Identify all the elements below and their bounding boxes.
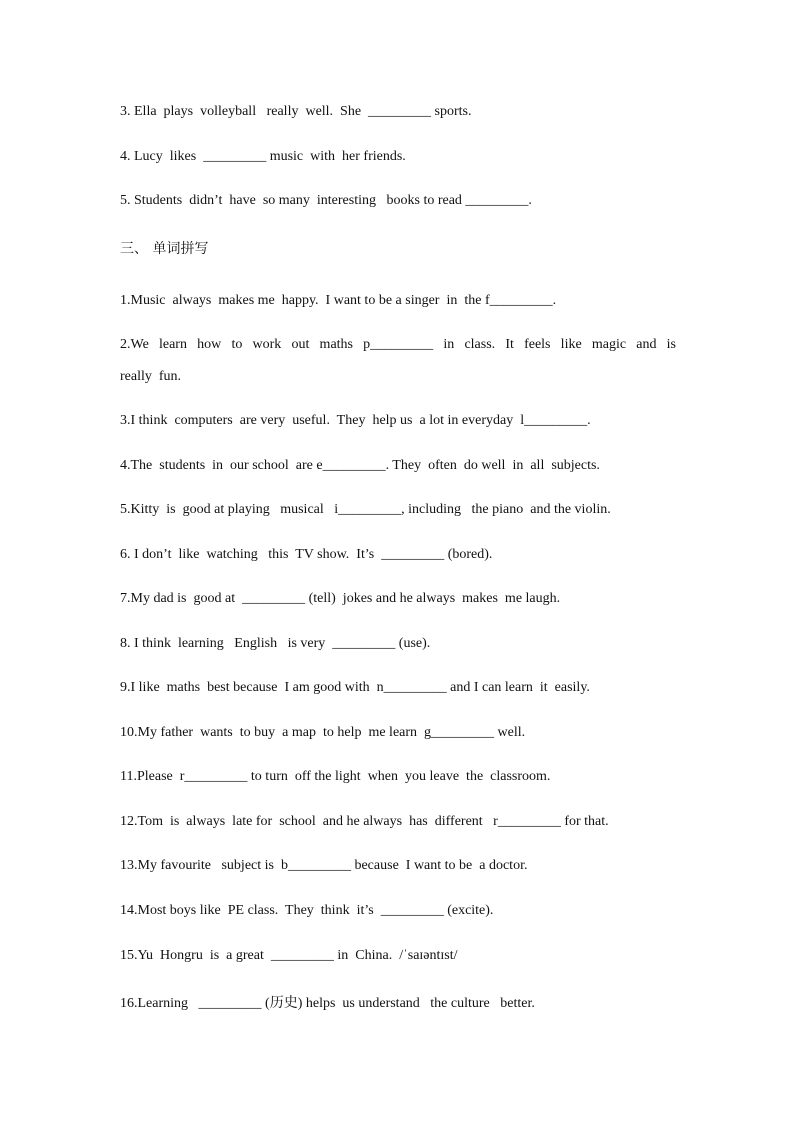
question-3: 3. Ella plays volleyball really well. She _________ sports. — [120, 104, 472, 119]
spelling-question-7: 7.My dad is good at _________ (tell) jokes and he always makes me laugh. — [120, 591, 561, 606]
spelling-question-8: 8. I think learning English is very _________ (use). — [120, 636, 431, 651]
spelling-question-5: 5.Kitty is good at playing musical i_________, including the piano and the violin. — [120, 502, 611, 517]
spelling-question-11: 11.Please r_________ to turn off the light when you leave the classroom. — [120, 769, 551, 784]
spelling-question-2: 2.We learn how to work out maths p_________ in class. It feels like magic and is — [120, 337, 676, 352]
spelling-question-15: 15.Yu Hongru is a great _________ in China. /ˈsaɪəntɪst/ — [120, 948, 458, 963]
spelling-question-9: 9.I like maths best because I am good with n_________ and I can learn it easily. — [120, 680, 590, 695]
spelling-question-10: 10.My father wants to buy a map to help me learn g_________ well. — [120, 725, 526, 740]
spelling-question-13: 13.My favourite subject is b_________ because I want to be a doctor. — [120, 858, 528, 873]
spelling-question-6: 6. I don’t like watching this TV show. It’s _________ (bored). — [120, 547, 493, 562]
spelling-question-12: 12.Tom is always late for school and he always has different r_________ for that. — [120, 814, 609, 829]
question-4: 4. Lucy likes _________ music with her friends. — [120, 149, 406, 164]
spelling-question-3: 3.I think computers are very useful. They help us a lot in everyday l_________. — [120, 413, 591, 428]
spelling-question-16: 16.Learning _________ (历史) helps us understand the culture better. — [120, 996, 535, 1011]
spelling-question-2-continued: really fun. — [120, 369, 182, 384]
spelling-question-4: 4.The students in our school are e_________. They often do well in all subjects. — [120, 458, 600, 473]
section-heading: 三、 单词拼写 — [120, 241, 209, 257]
spelling-question-14: 14.Most boys like PE class. They think it’s _________ (excite). — [120, 903, 494, 918]
question-5: 5. Students didn’t have so many interesting books to read _________. — [120, 193, 532, 208]
spelling-question-1: 1.Music always makes me happy. I want to be a singer in the f_________. — [120, 293, 557, 308]
